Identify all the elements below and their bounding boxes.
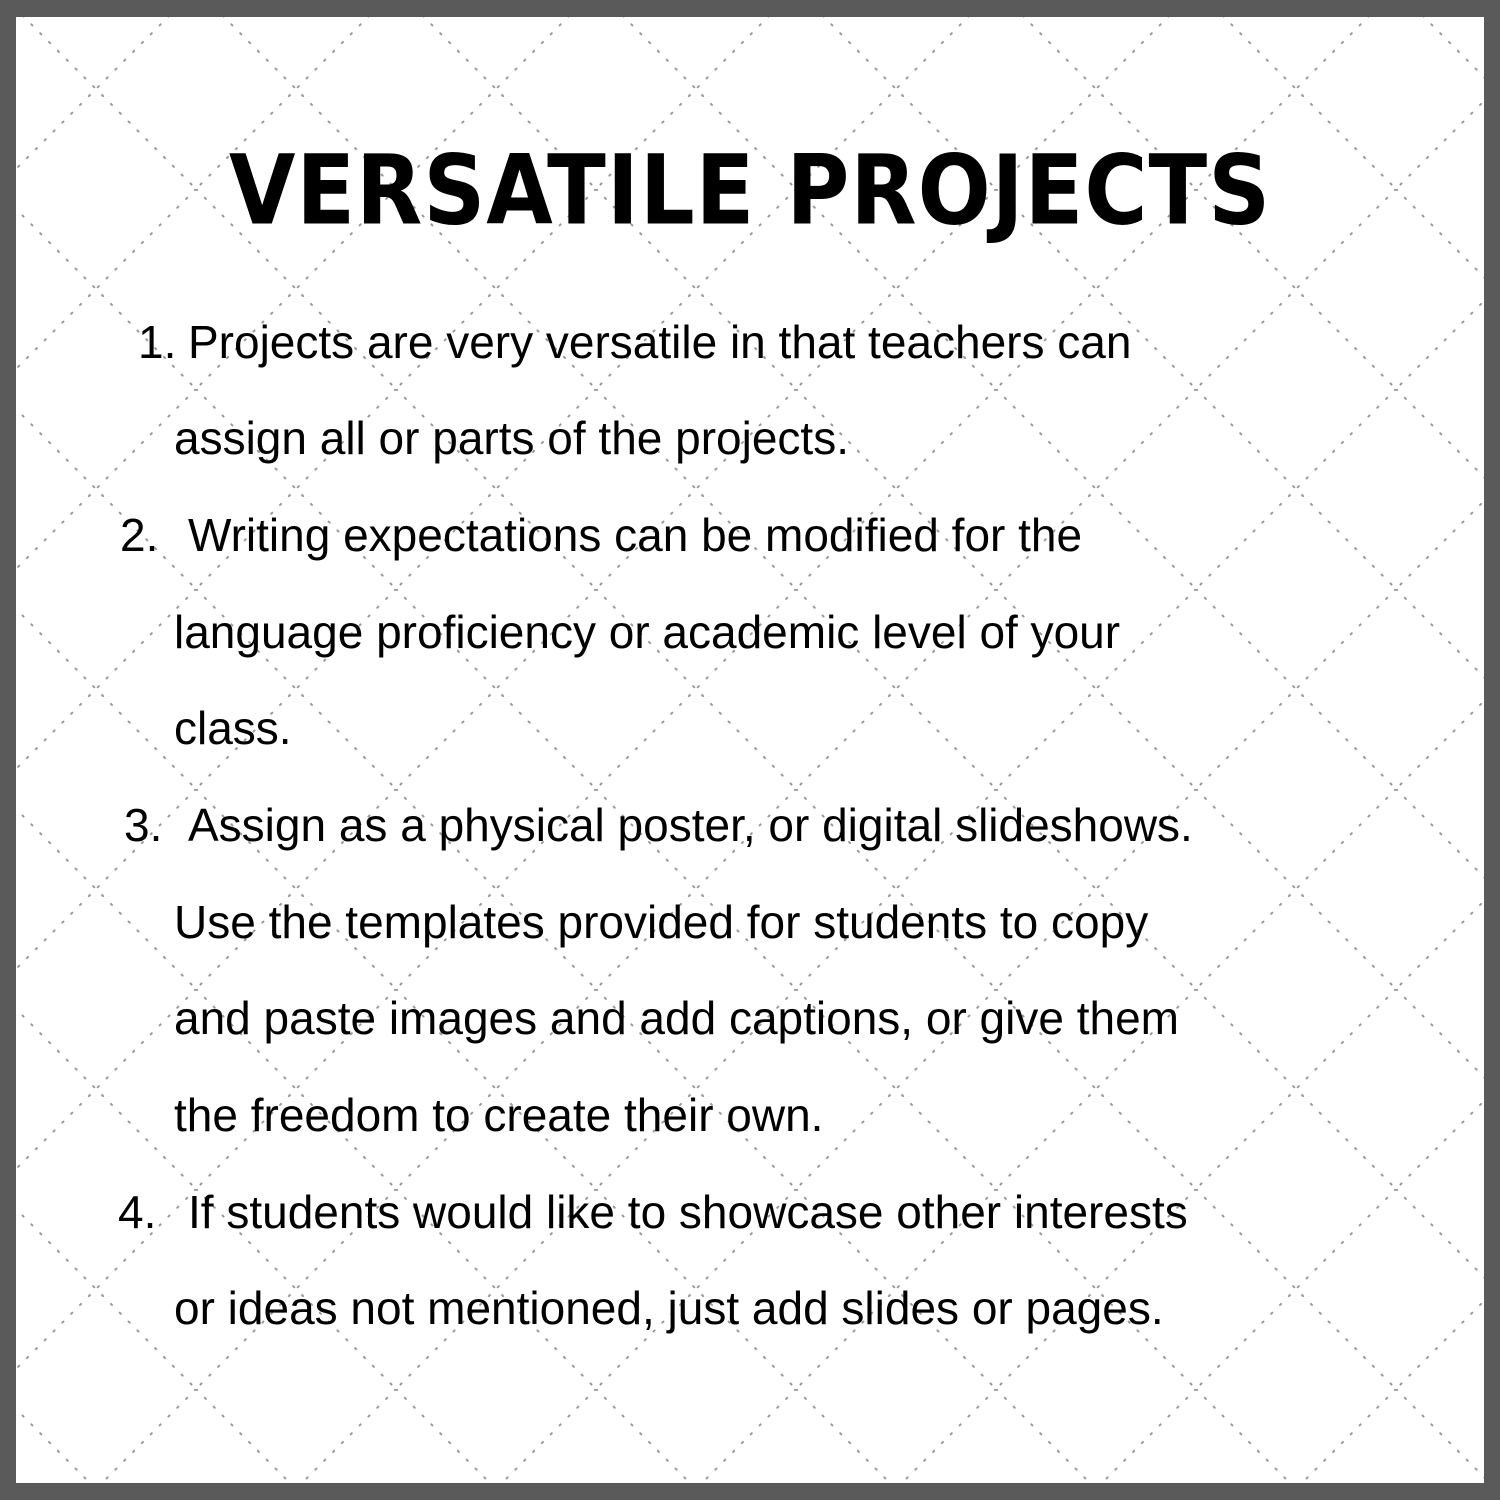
list-item-line: Projects are very versatile in that teachers can	[188, 316, 1132, 368]
list-item-line: language proficiency or academic level of your	[174, 606, 1121, 658]
list-item-number: 3.	[124, 799, 163, 851]
list-item-line: the freedom to create their own.	[174, 1089, 824, 1141]
list-item-line: or ideas not mentioned, just add slides or pages.	[174, 1282, 1164, 1334]
list-item-line: Assign as a physical poster, or digital slideshows.	[188, 799, 1193, 851]
list-item-number: 4.	[118, 1186, 157, 1238]
list-item-line: Use the templates provided for students to copy	[174, 896, 1149, 948]
list-item-line: assign all or parts of the projects.	[174, 412, 849, 464]
list-item-line: Writing expectations can be modified for the	[188, 509, 1083, 561]
list-item-line: If students would like to showcase other interests	[188, 1186, 1188, 1238]
list-item-number: 2.	[120, 509, 159, 561]
list-item-line: class.	[174, 702, 292, 754]
numbered-list	[16, 17, 1484, 1483]
page-title: VERSATILE PROJECTS	[228, 135, 1272, 247]
list-item-line: and paste images and add captions, or give them	[174, 992, 1179, 1044]
list-item-number: 1.	[138, 316, 177, 368]
content-card	[16, 17, 1484, 1483]
